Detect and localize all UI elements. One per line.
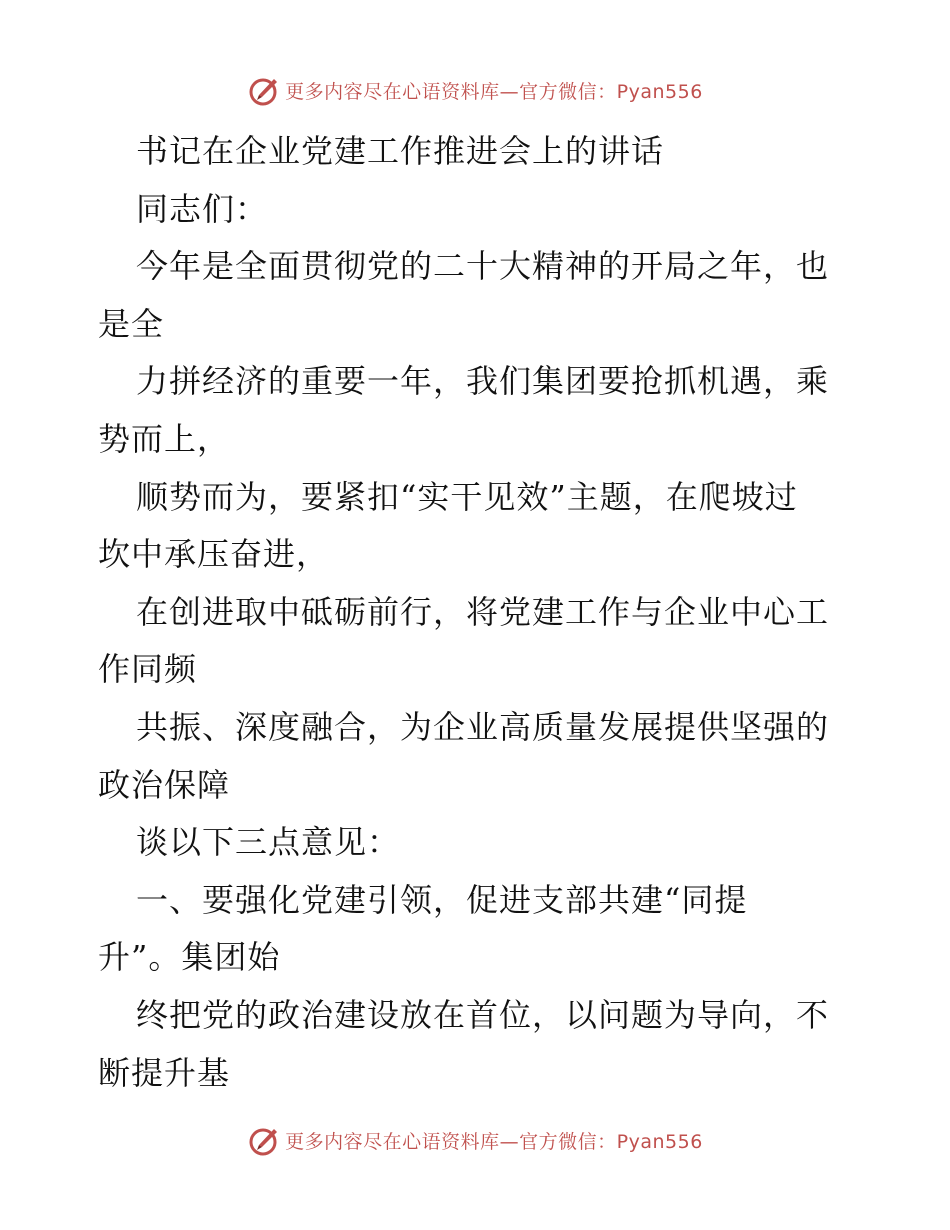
text-line: 断提升基 <box>98 1053 231 1092</box>
text-line: 终把党的政治建设放在首位，以问题为导向，不 <box>136 995 830 1034</box>
text-line: 势而上， <box>98 419 231 458</box>
text-line: 顺势而为，要紧扣“实干见效”主题，在爬坡过 <box>136 477 798 516</box>
text-line: 今年是全面贯彻党的二十大精神的开局之年，也 <box>136 247 830 286</box>
text-line: 升”。集团始 <box>98 938 281 977</box>
text-line: 同志们： <box>136 189 269 228</box>
footer-banner-text: 更多内容尽在心语资料库—官方微信：Pyan556 <box>285 1130 703 1153</box>
header-banner-text: 更多内容尽在心语资料库—官方微信：Pyan556 <box>285 80 703 103</box>
text-line: 共振、深度融合，为企业高质量发展提供坚强的 <box>136 707 830 746</box>
text-line: 书记在企业党建工作推进会上的讲话 <box>136 132 665 170</box>
text-line: 在创进取中砥砺前行，将党建工作与企业中心工 <box>136 592 830 631</box>
text-line: 是全 <box>98 304 165 343</box>
quill-pen-logo-icon <box>247 73 281 107</box>
text-line: 坎中承压奋进， <box>98 535 330 574</box>
text-line: 一、要强化党建引领，促进支部共建“同提 <box>136 880 748 919</box>
header-banner <box>0 70 950 110</box>
document-body <box>98 123 858 1102</box>
text-line: 谈以下三点意见： <box>136 823 401 862</box>
text-line: 作同频 <box>98 650 198 689</box>
text-line: 政治保障 <box>98 765 231 804</box>
footer-banner <box>0 1120 950 1160</box>
quill-pen-logo-icon <box>247 1123 281 1157</box>
text-line: 力拼经济的重要一年，我们集团要抢抓机遇，乘 <box>136 362 830 401</box>
